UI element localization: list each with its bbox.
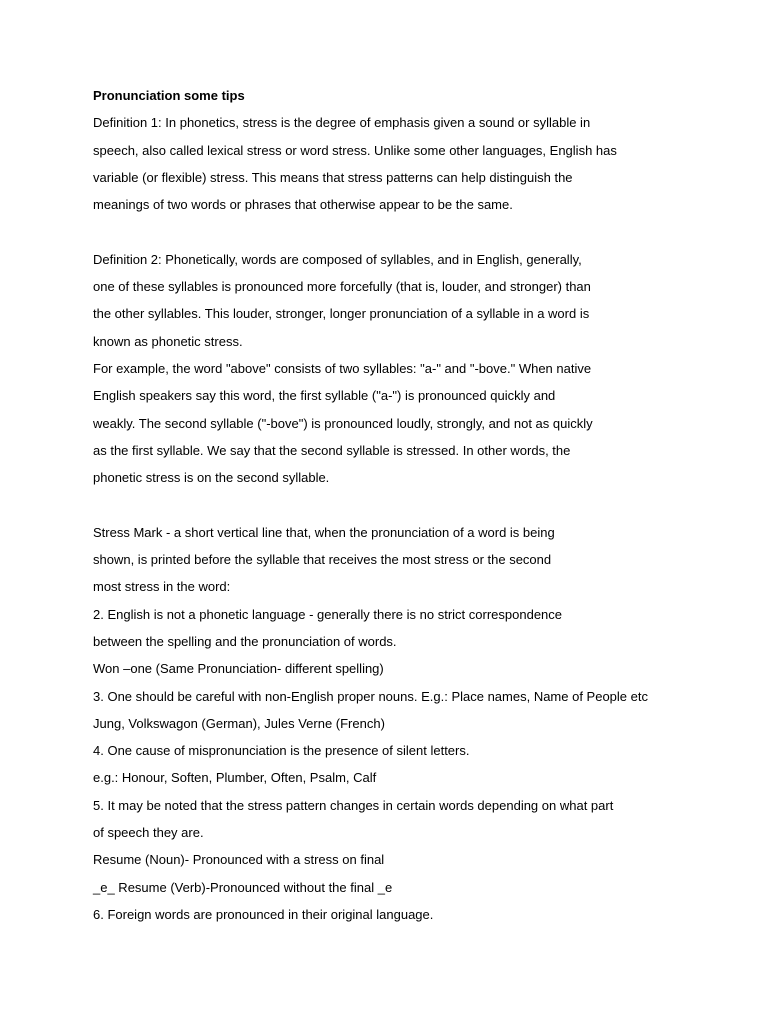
text-line: For example, the word "above" consists of two syllables: "a-" and "-bove." When native [93,360,592,376]
text-line: shown, is printed before the syllable that receives the most stress or the second [93,552,552,568]
text-line: Definition 2: Phonetically, words are composed of syllables, and in English, generally, [93,251,582,267]
text-line: 6. Foreign words are pronounced in their original language. [93,906,434,922]
text-line: 3. One should be careful with non-English proper nouns. E.g.: Place names, Name of People etc [93,688,648,704]
text-line: Definition 1: In phonetics, stress is the degree of emphasis given a sound or syllable in [93,115,591,131]
text-line: weakly. The second syllable ("-bove") is pronounced loudly, strongly, and not as quickly [93,415,593,431]
document-title: Pronunciation some tips [93,88,245,103]
text-line: 5. It may be noted that the stress pattern changes in certain words depending on what part [93,797,614,813]
text-line: known as phonetic stress. [93,333,243,349]
text-line: Jung, Volkswagon (German), Jules Verne (French) [93,715,385,731]
blank-line [93,495,723,522]
text-line: Stress Mark - a short vertical line that, when the pronunciation of a word is being [93,524,555,540]
text-line: most stress in the word: [93,579,231,595]
text-line: the other syllables. This louder, stronger, longer pronunciation of a syllable in a word is [93,306,590,322]
text-line: meanings of two words or phrases that otherwise appear to be the same. [93,197,513,213]
text-line: as the first syllable. We say that the second syllable is stressed. In other words, the [93,442,571,458]
text-line: Resume (Noun)- Pronounced with a stress on final [93,852,385,868]
text-line: 2. English is not a phonetic language - generally there is no strict correspondence [93,606,563,622]
text-line: phonetic stress is on the second syllable. [93,470,330,486]
text-line: variable (or flexible) stress. This means that stress patterns can help distinguish the [93,169,573,185]
text-line: speech, also called lexical stress or word stress. Unlike some other languages, English has [93,142,617,158]
blank-line [93,222,723,249]
text-line: one of these syllables is pronounced more forcefully (that is, louder, and stronger) than [93,279,591,295]
text-line: 4. One cause of mispronunciation is the presence of silent letters. [93,743,470,759]
text-line: e.g.: Honour, Soften, Plumber, Often, Psalm, Calf [93,770,377,786]
document-body [93,86,723,932]
text-line: between the spelling and the pronunciation of words. [93,633,397,649]
text-line: of speech they are. [93,825,204,841]
text-line: Won –one (Same Pronunciation- different spelling) [93,661,384,677]
text-line: English speakers say this word, the first syllable ("a-") is pronounced quickly and [93,388,556,404]
text-line: _e_ Resume (Verb)-Pronounced without the final _e [93,879,393,895]
document-lines [93,113,723,932]
